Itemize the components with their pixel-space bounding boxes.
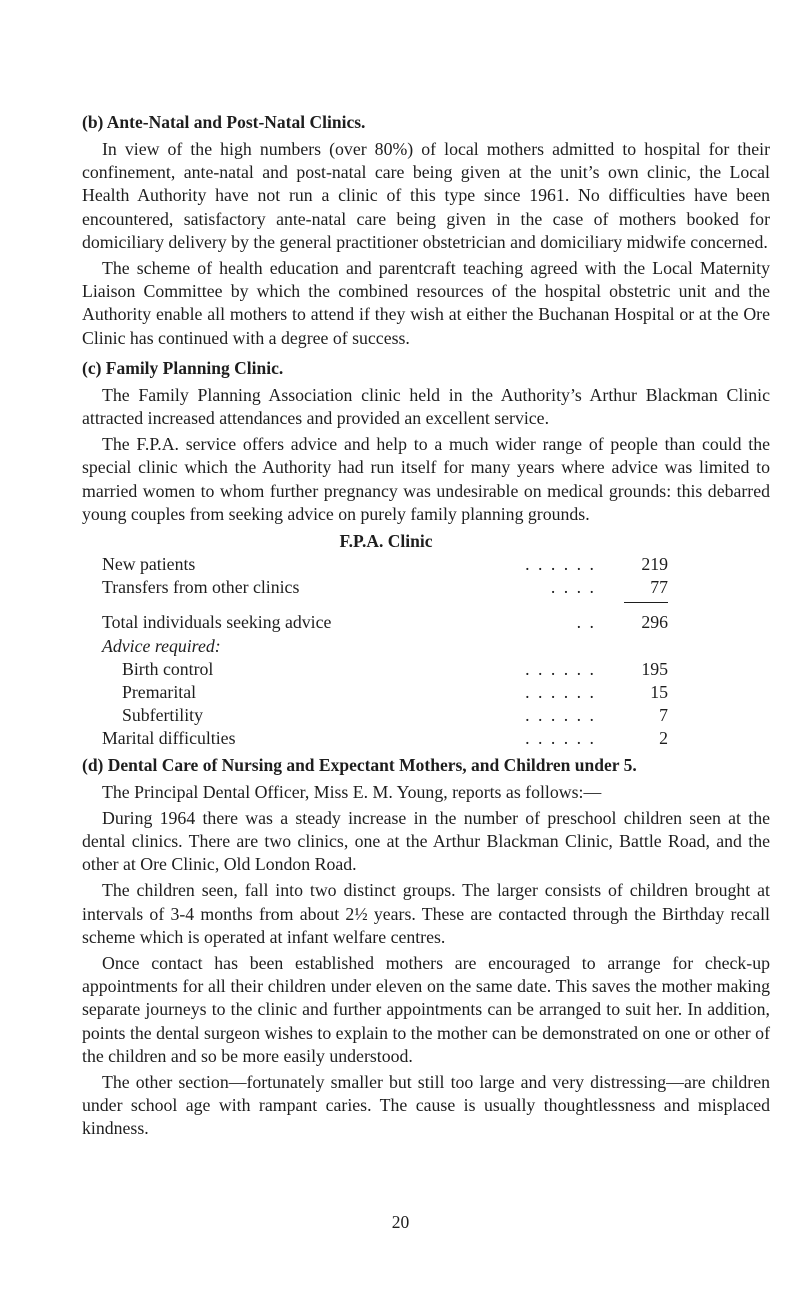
table-row bbox=[102, 553, 668, 576]
table-row bbox=[102, 576, 668, 599]
total-rule bbox=[624, 602, 668, 603]
section-c-heading: (c) Family Planning Clinic. bbox=[82, 357, 284, 378]
row-label: Birth control bbox=[122, 658, 214, 679]
advice-heading-row bbox=[102, 635, 668, 658]
section-d-paragraph-1: The Principal Dental Officer, Miss E. M. Young, reports as follows:— bbox=[102, 781, 602, 802]
fpa-stats-table bbox=[102, 553, 668, 751]
leader-dots: . . . . . . bbox=[525, 728, 596, 749]
leader-dots: . . bbox=[576, 612, 596, 633]
section-b-paragraph-1: In view of the high numbers (over 80%) of local mothers admitted to hospital for their confinement, ante-natal and post-natal care being given at the unit’s own clinic, the Local Health Authority have not run a clinic of this type since 1961. No difficulties have been encountered, satisfactory ante-natal care being given in the case of mothers booked for domiciliary delivery by the general practitioner obstetrician and domiciliary midwife concerned. bbox=[82, 139, 770, 252]
page-number: 20 bbox=[391, 1212, 410, 1232]
leader-dots: . . . . bbox=[550, 577, 596, 598]
total-rule-row bbox=[102, 599, 668, 611]
leader-dots: . . . . . . bbox=[525, 554, 596, 575]
row-label: Marital difficulties bbox=[102, 728, 236, 749]
advice-heading: Advice required: bbox=[102, 635, 221, 656]
table-row bbox=[102, 704, 668, 727]
table-row bbox=[102, 727, 668, 750]
row-value: 219 bbox=[641, 554, 668, 575]
total-row bbox=[102, 611, 668, 634]
total-value: 296 bbox=[641, 612, 668, 633]
row-value: 77 bbox=[650, 577, 668, 598]
row-value: 2 bbox=[659, 728, 668, 749]
row-value: 7 bbox=[659, 705, 668, 726]
table-row bbox=[102, 658, 668, 681]
leader-dots: . . . . . . bbox=[525, 681, 596, 702]
row-value: 15 bbox=[650, 681, 668, 702]
section-d-paragraph-4: Once contact has been established mothers are encouraged to arrange for check-up appointments for all their children under eleven on the same date. This saves the mother making separate journeys to the clinic and further appointments can be arranged to suit her. In addition, points the dental surgeon wishes to explain to the mother can be demonstrated on one or other of the children and so be more easily understood. bbox=[82, 952, 770, 1066]
section-c-paragraph-2: The F.P.A. service offers advice and help to a much wider range of people than could the special clinic which the Authority had run itself for many years where advice was limited to married women to whom further pregnancy was undesirable on medical grounds: this debarred young couples from seeking advice on purely family planning grounds. bbox=[82, 434, 770, 524]
row-label: New patients bbox=[102, 554, 196, 575]
row-label: Subfertility bbox=[122, 705, 203, 726]
section-d-paragraph-3: The children seen, fall into two distinct groups. The larger consists of children brought at intervals of 3-4 months from about 2½ years. These are contacted through the Birthday recall scheme which is operated at infant welfare centres. bbox=[82, 880, 770, 947]
row-label: Transfers from other clinics bbox=[102, 577, 300, 598]
row-label: Premarital bbox=[122, 681, 197, 702]
section-d-heading: (d) Dental Care of Nursing and Expectant Mothers, and Children under 5. bbox=[82, 754, 637, 775]
section-b-heading: (b) Ante-Natal and Post-Natal Clinics. bbox=[82, 112, 366, 132]
fpa-table-title: F.P.A. Clinic bbox=[339, 531, 433, 552]
row-value: 195 bbox=[641, 658, 668, 679]
section-d-paragraph-5: The other section—fortunately smaller but still too large and very distressing—are children under school age with rampant caries. The cause is usually thoughtlessness and misplaced kindness. bbox=[82, 1071, 770, 1139]
section-b-paragraph-2: The scheme of health education and parentcraft teaching agreed with the Local Maternity Liaison Committee by which the combined resources of the hospital obstetric unit and the Authority enable all mothers to attend if they wish at either the Buchanan Hospital or at the Ore Clinic has continued with a degree of success. bbox=[82, 258, 770, 348]
section-d-paragraph-2: During 1964 there was a steady increase in the number of preschool children seen at the dental clinics. There are two clinics, one at the Arthur Blackman Clinic, Battle Road, and the other at Ore Clinic, Old London Road. bbox=[82, 807, 770, 875]
leader-dots: . . . . . . bbox=[525, 658, 596, 679]
leader-dots: . . . . . . bbox=[525, 705, 596, 726]
total-label: Total individuals seeking advice bbox=[102, 612, 332, 633]
table-row bbox=[102, 681, 668, 704]
document-page bbox=[82, 110, 770, 1144]
section-c-paragraph-1: The Family Planning Association clinic held in the Authority’s Arthur Blackman Clinic attracted increased attendances and provided an excellent service. bbox=[82, 384, 770, 429]
